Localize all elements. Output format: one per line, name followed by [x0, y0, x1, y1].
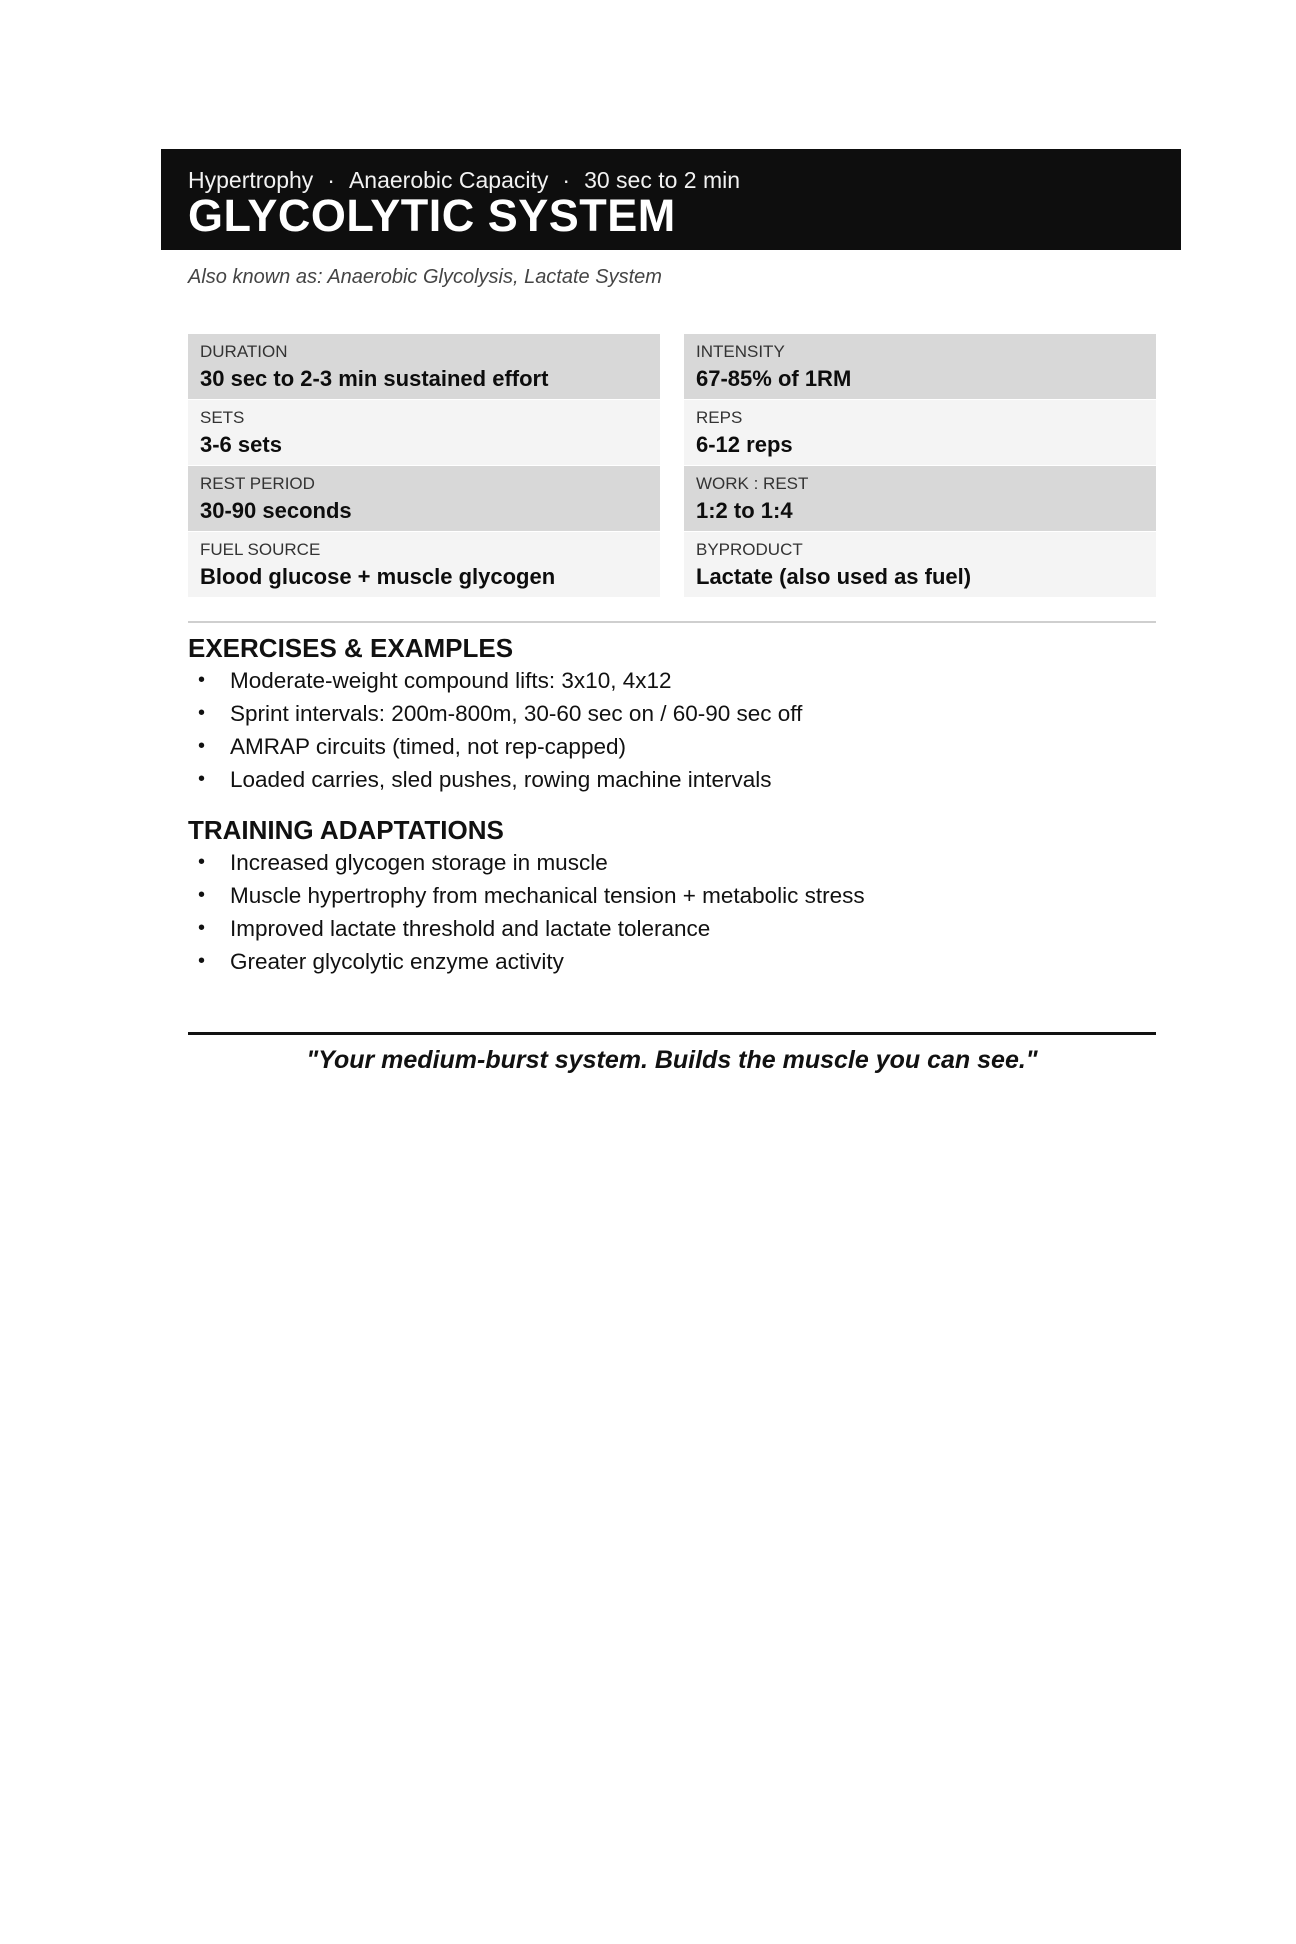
section-divider [188, 621, 1156, 623]
list-item [188, 846, 865, 879]
stat-value: 30-90 seconds [200, 498, 352, 523]
stat-value: 3-6 sets [200, 432, 282, 457]
list-item [188, 763, 802, 796]
stat-byproduct [684, 532, 1156, 597]
adaptations-heading: TRAINING ADAPTATIONS [188, 815, 504, 845]
bullet-icon: • [198, 768, 206, 790]
list-item-text: Muscle hypertrophy from mechanical tension + metabolic stress [230, 883, 865, 908]
also-known-as: Also known as: Anaerobic Glycolysis, Lactate System [188, 266, 662, 288]
tag-hypertrophy: Hypertrophy [188, 167, 314, 193]
bullet-icon: • [198, 884, 206, 906]
tag-anaerobic-capacity: Anaerobic Capacity [348, 167, 549, 193]
exercises-list [188, 664, 802, 796]
stat-value: 30 sec to 2-3 min sustained effort [200, 366, 549, 391]
bullet-icon: • [198, 702, 206, 724]
exercises-heading: EXERCISES & EXAMPLES [188, 633, 514, 663]
stat-sets [188, 400, 660, 465]
bullet-icon: • [198, 851, 206, 873]
stat-label: BYPRODUCT [696, 540, 803, 559]
stat-duration [188, 334, 660, 399]
list-item [188, 664, 802, 697]
tag-duration: 30 sec to 2 min [584, 167, 741, 193]
list-item-text: Improved lactate threshold and lactate tolerance [230, 916, 711, 941]
stat-label: REPS [696, 408, 743, 427]
list-item-text: Sprint intervals: 200m-800m, 30-60 sec on / 60-90 sec off [230, 701, 803, 726]
list-item-text: Loaded carries, sled pushes, rowing machine intervals [230, 767, 772, 792]
stat-reps [684, 400, 1156, 465]
stat-label: INTENSITY [696, 342, 785, 361]
list-item [188, 730, 802, 763]
stat-value: 67-85% of 1RM [696, 366, 852, 391]
closing-quote: "Your medium-burst system. Builds the muscle you can see." [306, 1046, 1038, 1074]
list-item [188, 945, 865, 978]
bullet-icon: • [198, 669, 206, 691]
list-item [188, 879, 865, 912]
stat-fuel-source [188, 532, 660, 597]
stat-label: REST PERIOD [200, 474, 315, 493]
stat-intensity [684, 334, 1156, 399]
stat-value: 6-12 reps [696, 432, 793, 457]
list-item-text: Greater glycolytic enzyme activity [230, 949, 564, 974]
stat-value: Blood glucose + muscle glycogen [200, 564, 556, 589]
stat-value: Lactate (also used as fuel) [696, 564, 972, 589]
stat-label: WORK : REST [696, 474, 809, 493]
bullet-icon: • [198, 917, 206, 939]
stat-rest-period [188, 466, 660, 531]
tag-separator: · [327, 167, 335, 193]
page-title: GLYCOLYTIC SYSTEM [188, 190, 676, 241]
quote-rule [188, 1032, 1156, 1035]
bullet-icon: • [198, 735, 206, 757]
list-item-text: Increased glycogen storage in muscle [230, 850, 608, 875]
stat-value: 1:2 to 1:4 [696, 498, 793, 523]
list-item-text: Moderate-weight compound lifts: 3x10, 4x12 [230, 668, 672, 693]
list-item [188, 697, 802, 730]
header-banner [161, 149, 1181, 250]
tag-separator: · [562, 167, 571, 193]
stat-label: FUEL SOURCE [200, 540, 321, 559]
stat-work-rest [684, 466, 1156, 531]
list-item [188, 912, 865, 945]
stat-label: SETS [200, 408, 245, 427]
adaptations-list [188, 846, 865, 978]
bullet-icon: • [198, 950, 206, 972]
list-item-text: AMRAP circuits (timed, not rep-capped) [230, 734, 626, 759]
stat-label: DURATION [200, 342, 288, 361]
